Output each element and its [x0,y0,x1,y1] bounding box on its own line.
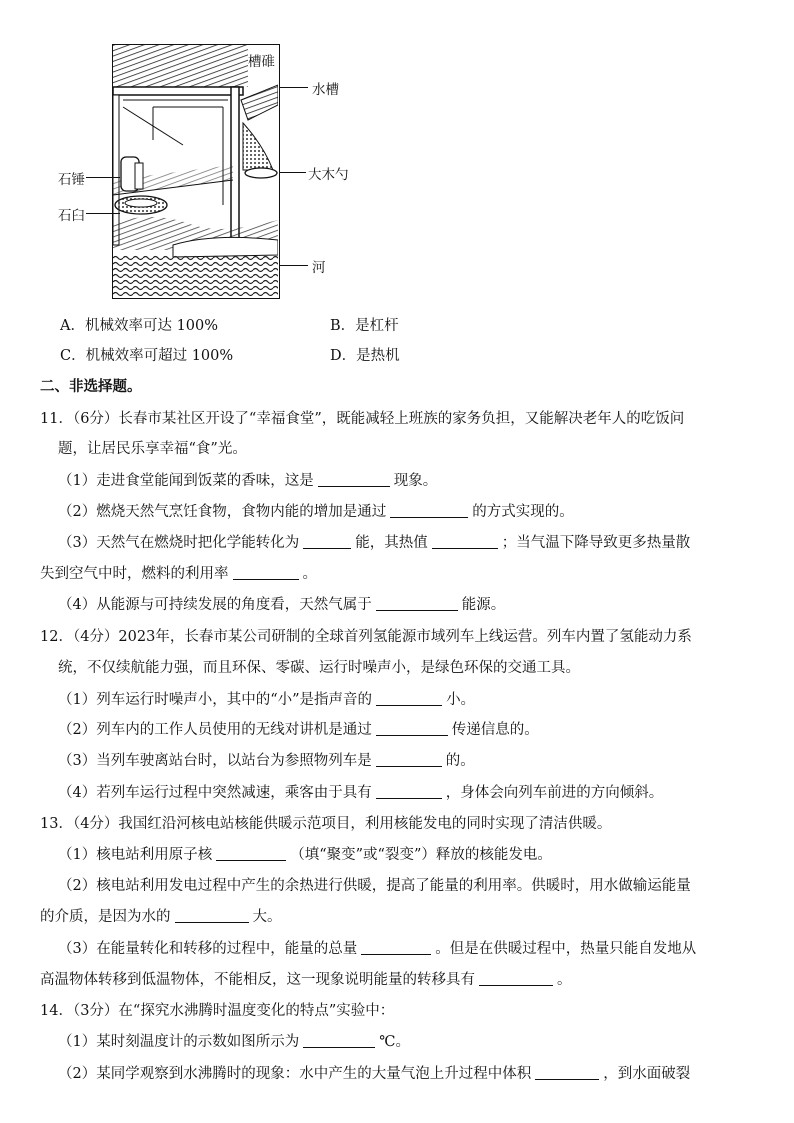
section-title: 二、非选择题。 [40,378,142,395]
q12-stem: 12．（4分）2023年，长春市某公司研制的全球首列氢能源市域列车上线运营。列车内置了氢能动力系 [40,629,692,645]
q11-part3: （3）天然气在燃烧时把化学能转化为 能，其热值 ；当气温下降导致更多热量散 [58,535,691,551]
answer-blank[interactable] [479,971,553,986]
leader-line-hammer [86,177,120,178]
answer-blank[interactable] [376,691,442,706]
q12-stem-cont: 统，不仅续航能力强，而且环保、零碳、运行时噪声小，是绿色环保的交通工具。 [58,660,580,676]
label-trip-hammer: 槽碓 [248,54,275,70]
answer-blank[interactable] [390,503,468,518]
q13-part3-cont: 高温物体转移到低温物体，不能相反，这一现象说明能量的转移具有 。 [40,972,572,988]
q12-part4: （4）若列车运行过程中突然减速，乘客由于具有 ，身体会向列车前进的方向倾斜。 [58,785,664,801]
option-c: C．机械效率可超过 100% [60,348,234,364]
answer-blank[interactable] [175,908,249,923]
label-stone-hammer: 石锤 [58,172,85,188]
q12-part1: （1）列车运行时噪声小，其中的“小”是指声音的 小。 [58,692,476,708]
q14-stem: 14．（3分）在“探究水沸腾时温度变化的特点”实验中： [40,1003,395,1019]
q13-part1: （1）核电站利用原子核 （填“聚变”或“裂变”）释放的核能发电。 [58,847,552,863]
answer-blank[interactable] [376,784,442,799]
q11-stem-cont: 题，让居民乐享幸福“食”光。 [58,441,247,457]
trip-hammer-drawing [113,45,278,297]
answer-blank[interactable] [233,565,299,580]
option-b: B．是杠杆 [330,318,399,334]
q12-part2: （2）列车内的工作人员使用的无线对讲机是通过 传递信息的。 [58,722,539,738]
leader-line-mortar [86,213,120,214]
trip-hammer-illustration [112,44,280,299]
option-d: D．是热机 [330,348,400,364]
leader-line-trough [280,87,308,88]
q14-part1: （1）某时刻温度计的示数如图所示为 ℃。 [58,1034,410,1050]
q11-stem: 11．（6分）长春市某社区开设了“幸福食堂”，既能减轻上班族的家务负担，又能解决老年人的吃饭问 [40,411,685,427]
q11-part3-cont: 失到空气中时，燃料的利用率 。 [40,566,317,582]
q11-part2: （2）燃烧天然气烹饪食物，食物内能的增加是通过 的方式实现的。 [58,504,574,520]
q13-part2: （2）核电站利用发电过程中产生的余热进行供暖，提高了能量的利用率。供暖时，用水做输运能量 [58,878,691,894]
option-a: A．机械效率可达 100% [60,318,219,334]
answer-blank[interactable] [376,596,458,611]
answer-blank[interactable] [303,1033,375,1048]
label-water-trough: 水槽 [312,82,339,98]
q13-stem: 13．（4分）我国红沿河核电站核能供暖示范项目，利用核能发电的同时实现了清洁供暖。 [40,816,612,832]
answer-blank[interactable] [376,752,442,767]
answer-blank[interactable] [535,1065,599,1080]
q13-part3: （3）在能量转化和转移的过程中，能量的总量 。但是在供暖过程中，热量只能自发地从 [58,941,697,957]
answer-blank[interactable] [361,940,431,955]
label-big-ladle: 大木勺 [308,167,349,183]
q12-part3: （3）当列车驶离站台时，以站台为参照物列车是 的。 [58,753,475,769]
label-stone-mortar: 石臼 [58,208,85,224]
q14-part2: （2）某同学观察到水沸腾时的现象：水中产生的大量气泡上升过程中体积 ，到水面破裂 [58,1066,691,1082]
answer-blank[interactable] [216,846,286,861]
label-river: 河 [312,260,326,276]
leader-line-river [280,265,308,266]
q11-part1: （1）走进食堂能闻到饭菜的香味，这是 现象。 [58,473,438,489]
answer-blank[interactable] [376,721,448,736]
leader-line-ladle [280,172,306,173]
q13-part2-cont: 的介质，是因为水的 大。 [40,909,282,925]
answer-blank[interactable] [318,472,390,487]
q11-part4: （4）从能源与可持续发展的角度看，天然气属于 能源。 [58,597,506,613]
answer-blank[interactable] [432,534,498,549]
answer-blank[interactable] [303,534,351,549]
